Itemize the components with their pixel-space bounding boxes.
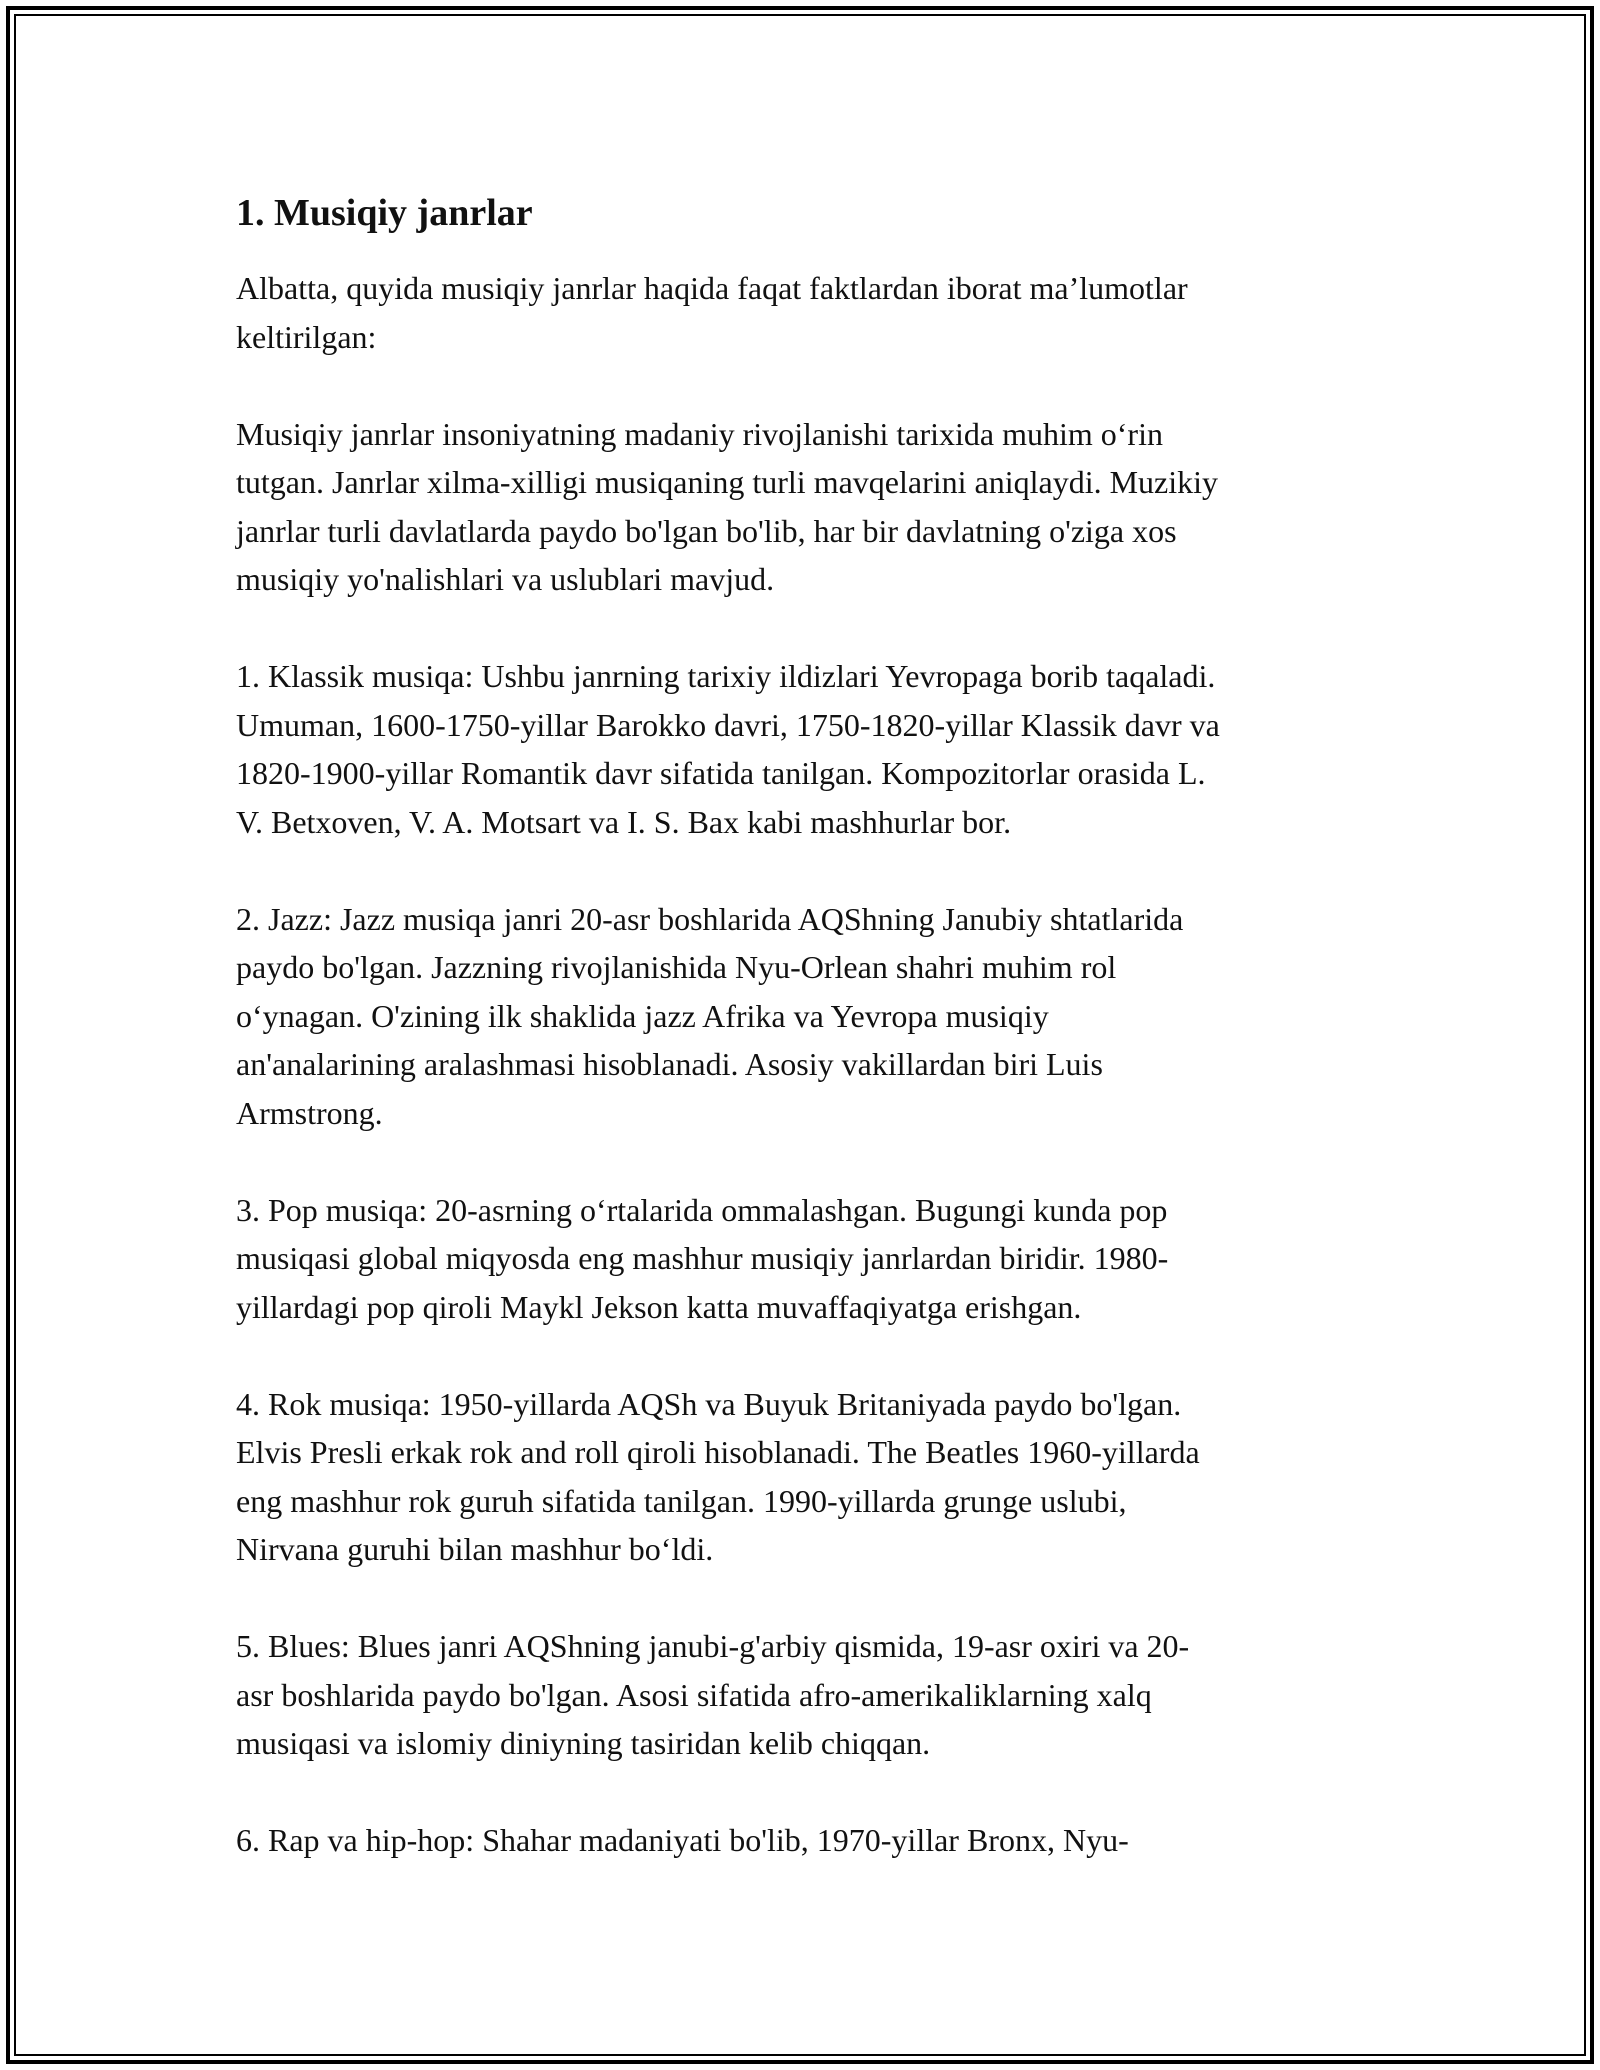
classical-music-paragraph: 1. Klassik musiqa: Ushbu janrning tarixiy ildizlari Yevropaga borib taqaladi. Umuman, 1600-1750-yillar Barokko davri, 1750-1820-yillar Klassik davr va 1820-1900-yillar Romantik davr sifatida tanilgan. Kompozitorlar orasida L. V. Betxoven, V. A. Motsart va I. S. Bax kabi mashhurlar bor. (236, 658, 1220, 840)
rap-hiphop-paragraph: 6. Rap va hip-hop: Shahar madaniyati bo'lib, 1970-yillar Bronx, Nyu- (236, 1822, 1129, 1858)
rock-music-paragraph: 4. Rok musiqa: 1950-yillarda AQSh va Buyuk Britaniyada paydo bo'lgan. Elvis Presli erkak rok and roll qiroli hisoblanadi. The Beatles 1960-yillarda eng mashhur rok guruh sifatida tanilgan. 1990-yillarda grunge uslubi, Nirvana guruhi bilan mashhur bo‘ldi. (236, 1385, 1200, 1567)
intro-paragraph: Albatta, quyida musiqiy janrlar haqida faqat faktlardan iborat ma’lumotlar keltirilgan: (236, 270, 1188, 355)
jazz-paragraph: 2. Jazz: Jazz musiqa janri 20-asr boshlarida AQShning Janubiy shtatlarida paydo bo'lgan. Jazzning rivojlanishida Nyu-Orlean shahri muhim rol o‘ynagan. O'zining ilk shaklida jazz Afrika va Yevropa musiqiy an'analarining aralashmasi hisoblanadi. Asosiy vakillardan biri Luis Armstrong. (236, 900, 1184, 1131)
document-title: 1. Musiqiy janrlar (236, 192, 533, 234)
pop-music-paragraph: 3. Pop musiqa: 20-asrning o‘rtalarida ommalashgan. Bugungi kunda pop musiqasi global miqyosda eng mashhur musiqiy janrlardan biridir. 1980- yillardagi pop qiroli Maykl Jekson katta muvaffaqiyatga erishgan. (236, 1191, 1169, 1325)
document-page (236, 188, 1376, 1865)
overview-paragraph: Musiqiy janrlar insoniyatning madaniy rivojlanishi tarixida muhim o‘rin tutgan. Janrlar xilma-xilligi musiqaning turli mavqelarini aniqlaydi. Muzikiy janrlar turli davlatlarda paydo bo'lgan bo'lib, har bir davlatning o'ziga xos musiqiy yo'nalishlari va uslublari mavjud. (236, 415, 1219, 597)
blues-paragraph: 5. Blues: Blues janri AQShning janubi-g'arbiy qismida, 19-asr oxiri va 20- asr boshlarida paydo bo'lgan. Asosi sifatida afro-amerikaliklarning xalq musiqasi va islomiy diniyning tasiridan kelib chiqqan. (236, 1628, 1190, 1761)
